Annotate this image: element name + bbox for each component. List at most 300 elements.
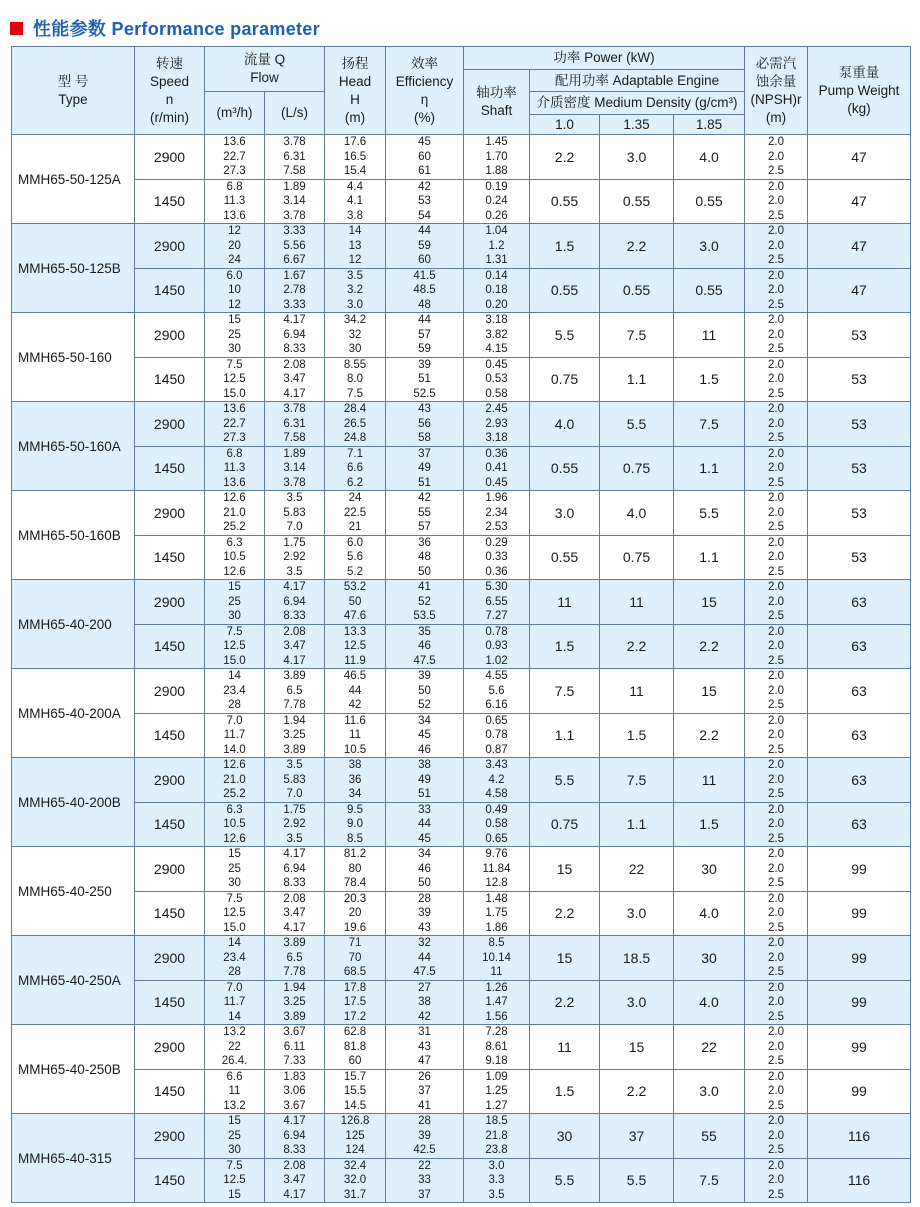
npsh-cell-value: 2.0: [768, 403, 785, 415]
flow-ls-cell-value: 3.78: [283, 403, 306, 415]
head-cell-value: 81.2: [343, 848, 367, 860]
table-row: [12, 980, 911, 1025]
flow-m3h-cell-value: 6.3: [226, 803, 243, 816]
flow-m3h-cell-value: 13.6: [223, 209, 246, 222]
efficiency-cell-value: 42: [418, 180, 431, 193]
engine-power-3-cell: 30: [674, 847, 745, 892]
npsh-cell: [745, 224, 808, 269]
engine-power-3-cell: 1.1: [674, 446, 745, 491]
flow-m3h-cell-value: 14.0: [223, 743, 246, 756]
pump-weight-cell: 47: [808, 224, 911, 269]
header-density-1: 1.0: [530, 115, 600, 135]
efficiency-cell-value: 41: [418, 581, 431, 593]
npsh-cell-value: 2.5: [768, 209, 785, 222]
model-type: MMH65-40-200B: [12, 758, 135, 847]
head-cell-value: 17.2: [343, 1010, 367, 1023]
efficiency-cell-value: 46: [418, 743, 431, 756]
flow-m3h-cell-value: 22.7: [223, 150, 246, 163]
speed-cell: 2900: [135, 936, 205, 981]
shaft-power-cell-value: 3.43: [485, 759, 508, 771]
npsh-cell-value: 2.5: [768, 343, 785, 355]
efficiency-cell: [386, 535, 464, 580]
flow-ls-cell: [265, 669, 325, 714]
npsh-cell-value: 2.0: [768, 373, 785, 385]
efficiency-cell-value: 58: [418, 432, 431, 444]
efficiency-cell: [386, 1025, 464, 1070]
performance-table: [11, 46, 911, 1203]
flow-m3h-cell-value: 15: [228, 314, 241, 326]
head-cell-value: 32.0: [343, 1174, 367, 1186]
efficiency-cell: [386, 179, 464, 224]
table-row: [12, 491, 911, 536]
flow-m3h-cell-value: 6.8: [226, 447, 243, 460]
engine-power-2-cell: 3.0: [600, 135, 674, 180]
head-cell: [325, 179, 386, 224]
npsh-cell-value: 2.0: [768, 1040, 785, 1053]
flow-m3h-cell-value: 11.7: [223, 729, 246, 741]
shaft-power-cell-value: 1.48: [485, 892, 508, 905]
shaft-power-cell-value: 2.45: [485, 403, 508, 415]
head-cell-value: 19.6: [343, 921, 367, 934]
npsh-cell-value: 2.0: [768, 314, 785, 326]
engine-power-3-cell: 30: [674, 936, 745, 981]
shaft-power-cell-value: 11: [490, 966, 503, 978]
efficiency-cell-value: 47.5: [413, 654, 436, 667]
npsh-cell: [745, 624, 808, 669]
efficiency-cell-value: 50: [418, 565, 431, 578]
npsh-cell-value: 2.5: [768, 476, 785, 489]
flow-ls-cell-value: 6.94: [283, 1129, 306, 1142]
flow-m3h-cell: [205, 135, 265, 180]
flow-m3h-cell: [205, 268, 265, 313]
shaft-power-cell-value: 23.8: [485, 1144, 508, 1156]
flow-ls-cell-value: 4.17: [283, 387, 306, 400]
shaft-power-cell: [464, 1158, 530, 1203]
head-cell: [325, 580, 386, 625]
npsh-cell-value: 2.5: [768, 165, 785, 177]
shaft-power-cell-value: 1.47: [485, 996, 508, 1008]
efficiency-cell-value: 45: [418, 136, 431, 148]
head-cell: [325, 1114, 386, 1159]
head-cell-value: 22.5: [343, 506, 367, 519]
npsh-cell-value: 2.5: [768, 254, 785, 266]
head-cell-value: 46.5: [343, 670, 367, 682]
flow-ls-cell-value: 3.89: [283, 670, 306, 682]
shaft-power-cell-value: 0.58: [485, 387, 508, 400]
flow-ls-cell-value: 7.58: [283, 432, 306, 444]
pump-weight-cell: 47: [808, 135, 911, 180]
head-cell-value: 14.5: [343, 1099, 367, 1112]
pump-weight-cell: 53: [808, 357, 911, 402]
flow-m3h-cell: [205, 980, 265, 1025]
head-cell-value: 4.4: [347, 180, 364, 193]
flow-m3h-cell: [205, 179, 265, 224]
npsh-cell-value: 2.0: [768, 328, 785, 341]
section-title-text: 性能参数 Performance parameter: [33, 19, 320, 39]
engine-power-2-cell: 1.5: [600, 713, 674, 758]
head-cell-value: 15.7: [343, 1070, 367, 1083]
flow-m3h-cell-value: 12.6: [223, 759, 246, 771]
flow-ls-cell-value: 1.75: [283, 803, 306, 816]
efficiency-cell-value: 43: [418, 1040, 431, 1053]
flow-ls-cell: [265, 268, 325, 313]
head-cell-value: 70: [348, 951, 362, 964]
speed-cell: 1450: [135, 802, 205, 847]
npsh-cell-value: 2.0: [768, 269, 785, 282]
npsh-cell-value: 2.0: [768, 506, 785, 519]
head-cell-value: 9.5: [347, 803, 364, 816]
efficiency-cell: [386, 1069, 464, 1114]
engine-power-2-cell: 37: [600, 1114, 674, 1159]
npsh-cell: [745, 1158, 808, 1203]
flow-ls-cell-value: 2.08: [283, 358, 306, 371]
flow-ls-cell-value: 8.33: [283, 877, 306, 889]
flow-m3h-cell-value: 15.0: [223, 921, 246, 934]
pump-weight-cell: 53: [808, 446, 911, 491]
npsh-cell-value: 2.0: [768, 625, 785, 638]
engine-power-1-cell: 0.55: [530, 268, 600, 313]
table-row: [12, 624, 911, 669]
flow-m3h-cell: [205, 446, 265, 491]
pump-weight-cell: 53: [808, 313, 911, 358]
efficiency-cell-value: 53.5: [413, 610, 436, 622]
flow-ls-cell-value: 2.08: [283, 625, 306, 638]
table-row: [12, 847, 911, 892]
head-cell-value: 50: [348, 595, 362, 608]
speed-cell: 2900: [135, 224, 205, 269]
engine-power-1-cell: 30: [530, 1114, 600, 1159]
shaft-power-cell: [464, 357, 530, 402]
flow-m3h-cell-value: 7.5: [226, 1159, 243, 1172]
flow-ls-cell-value: 3.78: [283, 476, 306, 489]
flow-ls-cell-value: 3.14: [283, 195, 306, 207]
head-cell-value: 28.4: [343, 403, 367, 415]
npsh-cell-value: 2.0: [768, 951, 785, 964]
shaft-power-cell-value: 5.6: [488, 684, 505, 697]
head-cell-value: 44: [348, 684, 362, 697]
engine-power-3-cell: 22: [674, 1025, 745, 1070]
pump-weight-cell: 63: [808, 580, 911, 625]
flow-m3h-cell-value: 11.3: [223, 462, 246, 474]
efficiency-cell-value: 37: [418, 1085, 431, 1097]
npsh-cell-value: 2.5: [768, 654, 785, 667]
engine-power-1-cell: 2.2: [530, 980, 600, 1025]
shaft-power-cell-value: 0.36: [485, 447, 508, 460]
flow-ls-cell: [265, 357, 325, 402]
npsh-cell-value: 2.5: [768, 521, 785, 533]
flow-ls-cell: [265, 802, 325, 847]
engine-power-1-cell: 1.5: [530, 624, 600, 669]
shaft-power-cell: [464, 669, 530, 714]
efficiency-cell-value: 45: [418, 729, 431, 741]
table-row: [12, 224, 911, 269]
model-group: [12, 224, 911, 313]
flow-ls-cell-value: 3.89: [283, 1010, 306, 1023]
engine-power-3-cell: 11: [674, 313, 745, 358]
npsh-cell: [745, 535, 808, 580]
efficiency-cell: [386, 891, 464, 936]
engine-power-3-cell: 11: [674, 758, 745, 803]
head-cell-value: 31.7: [343, 1188, 367, 1201]
flow-m3h-cell-value: 28: [228, 966, 241, 978]
head-cell-value: 17.5: [343, 996, 367, 1008]
flow-m3h-cell-value: 30: [228, 1144, 241, 1156]
flow-ls-cell-value: 3.78: [283, 136, 306, 148]
efficiency-cell-value: 33: [418, 803, 431, 816]
flow-m3h-cell-value: 7.0: [226, 981, 243, 994]
pump-weight-cell: 63: [808, 624, 911, 669]
flow-m3h-cell-value: 10.5: [223, 551, 246, 563]
flow-ls-cell-value: 1.89: [283, 447, 306, 460]
shaft-power-cell-value: 0.78: [485, 625, 508, 638]
flow-m3h-cell-value: 11.7: [223, 996, 246, 1008]
flow-ls-cell-value: 3.33: [283, 298, 306, 311]
efficiency-cell-value: 27: [418, 981, 431, 994]
head-cell-value: 38: [348, 759, 362, 771]
table-row: [12, 1158, 911, 1203]
flow-ls-cell: [265, 1114, 325, 1159]
flow-ls-cell: [265, 535, 325, 580]
head-cell: [325, 313, 386, 358]
flow-m3h-cell-value: 12: [228, 298, 241, 311]
engine-power-2-cell: 0.55: [600, 268, 674, 313]
head-cell-value: 36: [348, 773, 362, 786]
npsh-cell-value: 2.5: [768, 1099, 785, 1112]
flow-m3h-cell-value: 25.2: [223, 788, 246, 800]
flow-m3h-cell-value: 23.4: [223, 684, 246, 697]
flow-ls-cell-value: 4.17: [283, 654, 306, 667]
head-cell-value: 20: [348, 907, 362, 919]
flow-m3h-cell: [205, 1025, 265, 1070]
flow-ls-cell-value: 4.17: [283, 581, 306, 593]
engine-power-3-cell: 15: [674, 580, 745, 625]
model-group: [12, 669, 911, 758]
head-cell-value: 62.8: [343, 1026, 367, 1038]
flow-m3h-cell-value: 14: [228, 1010, 241, 1023]
shaft-power-cell: [464, 980, 530, 1025]
efficiency-cell-value: 50: [418, 684, 431, 697]
efficiency-cell-value: 56: [418, 417, 431, 430]
shaft-power-cell: [464, 1069, 530, 1114]
pump-weight-cell: 99: [808, 1025, 911, 1070]
flow-m3h-cell: [205, 669, 265, 714]
engine-power-2-cell: 22: [600, 847, 674, 892]
npsh-cell-value: 2.5: [768, 877, 785, 889]
engine-power-1-cell: 2.2: [530, 891, 600, 936]
efficiency-cell: [386, 758, 464, 803]
flow-m3h-cell: [205, 713, 265, 758]
efficiency-cell-value: 52: [418, 699, 431, 711]
engine-power-1-cell: 4.0: [530, 402, 600, 447]
flow-ls-cell-value: 3.5: [286, 565, 303, 578]
flow-m3h-cell-value: 22.7: [223, 417, 246, 430]
npsh-cell-value: 2.0: [768, 1159, 785, 1172]
head-cell-value: 26.5: [343, 417, 367, 430]
head-cell-value: 8.55: [343, 358, 367, 371]
shaft-power-cell-value: 2.93: [485, 417, 508, 430]
efficiency-cell-value: 31: [418, 1026, 431, 1038]
head-cell-value: 3.0: [347, 298, 364, 311]
shaft-power-cell-value: 3.0: [488, 1159, 505, 1172]
flow-m3h-cell-value: 15.0: [223, 654, 246, 667]
npsh-cell-value: 2.5: [768, 1188, 785, 1201]
npsh-cell-value: 2.0: [768, 136, 785, 148]
flow-ls-cell-value: 6.31: [283, 150, 306, 163]
flow-ls-cell-value: 8.33: [283, 1144, 306, 1156]
efficiency-cell-value: 51: [418, 476, 431, 489]
flow-m3h-cell-value: 12.6: [223, 492, 246, 504]
npsh-cell-value: 2.0: [768, 907, 785, 919]
shaft-power-cell-value: 1.31: [485, 254, 508, 266]
pump-weight-cell: 47: [808, 179, 911, 224]
flow-m3h-cell-value: 13.6: [223, 136, 246, 148]
pump-weight-cell: 99: [808, 891, 911, 936]
shaft-power-cell-value: 1.2: [488, 239, 505, 252]
efficiency-cell-value: 39: [418, 670, 431, 682]
npsh-cell-value: 2.0: [768, 981, 785, 994]
flow-ls-cell: [265, 135, 325, 180]
efficiency-cell: [386, 1114, 464, 1159]
efficiency-cell-value: 34: [418, 848, 431, 860]
flow-ls-cell-value: 7.0: [286, 521, 303, 533]
flow-ls-cell-value: 4.17: [283, 921, 306, 934]
engine-power-1-cell: 5.5: [530, 313, 600, 358]
npsh-cell: [745, 491, 808, 536]
engine-power-1-cell: 15: [530, 936, 600, 981]
flow-ls-cell-value: 6.11: [283, 1040, 306, 1053]
shaft-power-cell: [464, 402, 530, 447]
flow-ls-cell: [265, 402, 325, 447]
header-shaft: 轴功率 Shaft: [464, 70, 530, 135]
engine-power-3-cell: 3.0: [674, 1069, 745, 1114]
flow-ls-cell: [265, 713, 325, 758]
shaft-power-cell: [464, 580, 530, 625]
shaft-power-cell-value: 2.34: [485, 506, 508, 519]
npsh-cell-value: 2.0: [768, 729, 785, 741]
table-header: [12, 47, 911, 135]
flow-ls-cell-value: 4.17: [283, 1115, 306, 1127]
efficiency-cell-value: 53: [418, 195, 431, 207]
efficiency-cell-value: 41.5: [413, 269, 436, 282]
npsh-cell-value: 2.5: [768, 966, 785, 978]
pump-weight-cell: 63: [808, 669, 911, 714]
table-row: [12, 580, 911, 625]
shaft-power-cell-value: 11.84: [482, 862, 511, 875]
shaft-power-cell-value: 1.88: [485, 165, 508, 177]
flow-m3h-cell: [205, 1158, 265, 1203]
npsh-cell-value: 2.0: [768, 150, 785, 163]
flow-ls-cell-value: 3.25: [283, 996, 306, 1008]
flow-ls-cell: [265, 1158, 325, 1203]
shaft-power-cell: [464, 313, 530, 358]
head-cell-value: 11.6: [344, 714, 366, 727]
head-cell-value: 14: [348, 225, 362, 237]
shaft-power-cell-value: 1.75: [485, 907, 508, 919]
shaft-power-cell-value: 0.53: [485, 373, 508, 385]
speed-cell: 2900: [135, 1025, 205, 1070]
flow-ls-cell: [265, 1069, 325, 1114]
efficiency-cell: [386, 313, 464, 358]
shaft-power-cell-value: 0.19: [485, 180, 508, 193]
efficiency-cell-value: 44: [418, 225, 431, 237]
model-group: [12, 936, 911, 1025]
npsh-cell-value: 2.0: [768, 640, 785, 652]
flow-ls-cell-value: 3.47: [283, 907, 306, 919]
efficiency-cell-value: 51: [418, 373, 431, 385]
shaft-power-cell-value: 0.26: [485, 209, 508, 222]
efficiency-cell: [386, 669, 464, 714]
model-type: MMH65-50-160A: [12, 402, 135, 491]
npsh-cell: [745, 1069, 808, 1114]
flow-ls-cell-value: 3.67: [283, 1099, 306, 1112]
pump-weight-cell: 116: [808, 1114, 911, 1159]
head-cell-value: 21: [348, 521, 362, 533]
npsh-cell: [745, 847, 808, 892]
speed-cell: 2900: [135, 402, 205, 447]
efficiency-cell: [386, 847, 464, 892]
shaft-power-cell: [464, 491, 530, 536]
engine-power-1-cell: 5.5: [530, 758, 600, 803]
flow-ls-cell-value: 5.83: [283, 506, 306, 519]
shaft-power-cell: [464, 268, 530, 313]
flow-ls-cell-value: 2.92: [283, 818, 306, 830]
flow-ls-cell-value: 2.78: [283, 284, 306, 296]
head-cell: [325, 891, 386, 936]
red-square-icon: [10, 22, 23, 35]
shaft-power-cell: [464, 535, 530, 580]
head-cell: [325, 936, 386, 981]
flow-m3h-cell: [205, 357, 265, 402]
shaft-power-cell-value: 0.49: [485, 803, 508, 816]
engine-power-1-cell: 0.55: [530, 179, 600, 224]
head-cell-value: 16.5: [343, 150, 367, 163]
pump-weight-cell: 63: [808, 802, 911, 847]
head-cell-value: 32: [348, 328, 362, 341]
head-cell-value: 11.9: [344, 654, 366, 667]
head-cell-value: 42: [348, 699, 362, 711]
speed-cell: 2900: [135, 135, 205, 180]
flow-ls-cell-value: 3.67: [283, 1026, 306, 1038]
engine-power-2-cell: 3.0: [600, 980, 674, 1025]
flow-m3h-cell-value: 10: [228, 284, 241, 296]
flow-m3h-cell-value: 21.0: [223, 506, 246, 519]
flow-m3h-cell-value: 6.8: [226, 180, 243, 193]
efficiency-cell-value: 50: [418, 877, 431, 889]
header-flow-m3h: (m³/h): [205, 92, 265, 135]
npsh-cell-value: 2.0: [768, 358, 785, 371]
model-group: [12, 847, 911, 936]
shaft-power-cell-value: 1.26: [485, 981, 508, 994]
efficiency-cell: [386, 713, 464, 758]
engine-power-1-cell: 1.5: [530, 224, 600, 269]
shaft-power-cell-value: 0.45: [485, 358, 508, 371]
npsh-cell: [745, 402, 808, 447]
flow-ls-cell: [265, 313, 325, 358]
head-cell-value: 24: [348, 492, 362, 504]
npsh-cell-value: 2.0: [768, 684, 785, 697]
flow-ls-cell-value: 8.33: [283, 343, 306, 355]
model-type: MMH65-40-315: [12, 1114, 135, 1203]
engine-power-3-cell: 1.1: [674, 535, 745, 580]
pump-weight-cell: 53: [808, 402, 911, 447]
npsh-cell-value: 2.0: [768, 1174, 785, 1186]
flow-ls-cell-value: 4.17: [283, 848, 306, 860]
engine-power-2-cell: 2.2: [600, 1069, 674, 1114]
flow-m3h-cell-value: 14: [228, 937, 241, 949]
efficiency-cell: [386, 491, 464, 536]
head-cell: [325, 224, 386, 269]
head-cell-value: 5.6: [347, 551, 364, 563]
